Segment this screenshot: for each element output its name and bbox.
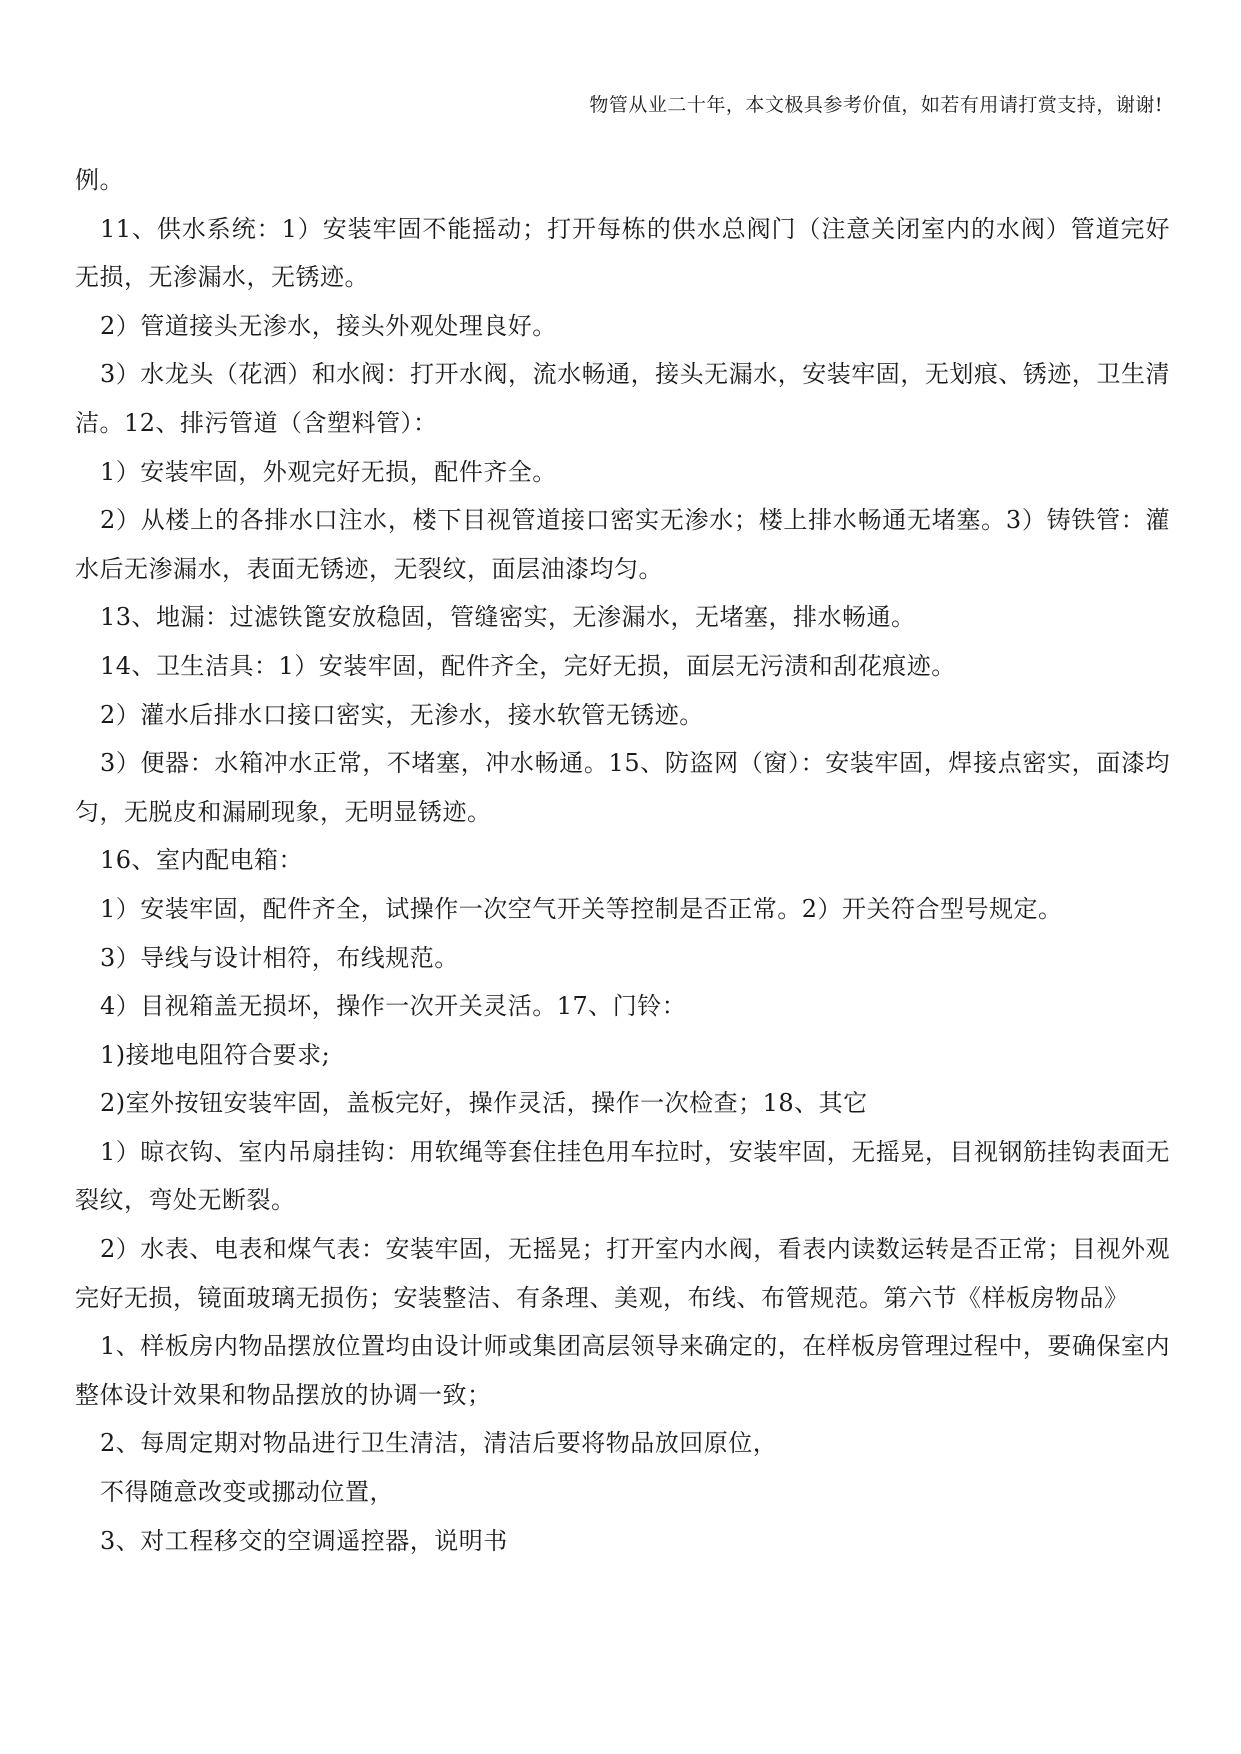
paragraph: 1)接地电阻符合要求; xyxy=(100,1040,331,1069)
paragraph: 3、对工程移交的空调遥控器，说明书 xyxy=(100,1526,508,1555)
paragraph: 2）水表、电表和煤气表：安装牢固，无摇晃；打开室内水阀，看表内读数运转是否正常；目视外观完好无损，镜面玻璃无损伤；安装整洁、有条理、美观，布线、布管规范。第六节《样板房物品》 xyxy=(75,1235,1170,1312)
paragraph: 13、地漏：过滤铁篦安放稳固，管缝密实，无渗漏水，无堵塞，排水畅通。 xyxy=(100,603,916,632)
paragraph: 2）管道接头无渗水，接头外观处理良好。 xyxy=(100,311,557,340)
document-body xyxy=(75,156,1170,1565)
paragraph: 4）目视箱盖无损坏，操作一次开关灵活。17、门铃： xyxy=(100,992,687,1021)
paragraph: 1）安装牢固，外观完好无损，配件齐全。 xyxy=(100,457,557,486)
paragraph: 2)室外按钮安装牢固，盖板完好，操作灵活，操作一次检查；18、其它 xyxy=(100,1089,868,1118)
paragraph: 3）导线与设计相符，布线规范。 xyxy=(100,943,459,972)
paragraph: 1、样板房内物品摆放位置均由设计师或集团高层领导来确定的，在样板房管理过程中，要确保室内整体设计效果和物品摆放的协调一致； xyxy=(75,1332,1170,1409)
paragraph: 2）灌水后排水口接口密实，无渗水，接水软管无锈迹。 xyxy=(100,700,704,729)
paragraph: 1）晾衣钩、室内吊扇挂钩：用软绳等套住挂色用车拉时，安装牢固，无摇晃，目视钢筋挂钩表面无裂纹，弯处无断裂。 xyxy=(75,1137,1170,1215)
paragraph: 3）水龙头（花洒）和水阀：打开水阀，流水畅通，接头无漏水，安装牢固，无划痕、锈迹，卫生清洁。12、排污管道（含塑料管）： xyxy=(75,360,1170,437)
paragraph: 14、卫生洁具：1）安装牢固，配件齐全，完好无损，面层无污渍和刮花痕迹。 xyxy=(100,651,956,680)
paragraph: 2、每周定期对物品进行卫生清洁，清洁后要将物品放回原位， xyxy=(100,1429,778,1458)
header-note: 物管从业二十年，本文极具参考价值，如若有用请打赏支持，谢谢! xyxy=(589,94,1163,116)
paragraph: 16、室内配电箱： xyxy=(100,846,304,875)
paragraph: 1）安装牢固，配件齐全，试操作一次空气开关等控制是否正常。2）开关符合型号规定。 xyxy=(100,894,1063,923)
paragraph: 3）便器：水箱冲水正常，不堵塞，冲水畅通。15、防盗网（窗）：安装牢固，焊接点密实，面漆均匀，无脱皮和漏刷现象，无明显锈迹。 xyxy=(75,749,1170,826)
paragraph: 不得随意改变或挪动位置， xyxy=(100,1478,394,1507)
paragraph: 11、供水系统：1）安装牢固不能摇动；打开每栋的供水总阀门（注意关闭室内的水阀）管道完好无损，无渗漏水，无锈迹。 xyxy=(75,214,1170,292)
paragraph: 2）从楼上的各排水口注水，楼下目视管道接口密实无渗水；楼上排水畅通无堵塞。3）铸铁管：灌水后无渗漏水，表面无锈迹，无裂纹，面层油漆均匀。 xyxy=(75,506,1170,583)
paragraph: 例。 xyxy=(75,166,124,194)
